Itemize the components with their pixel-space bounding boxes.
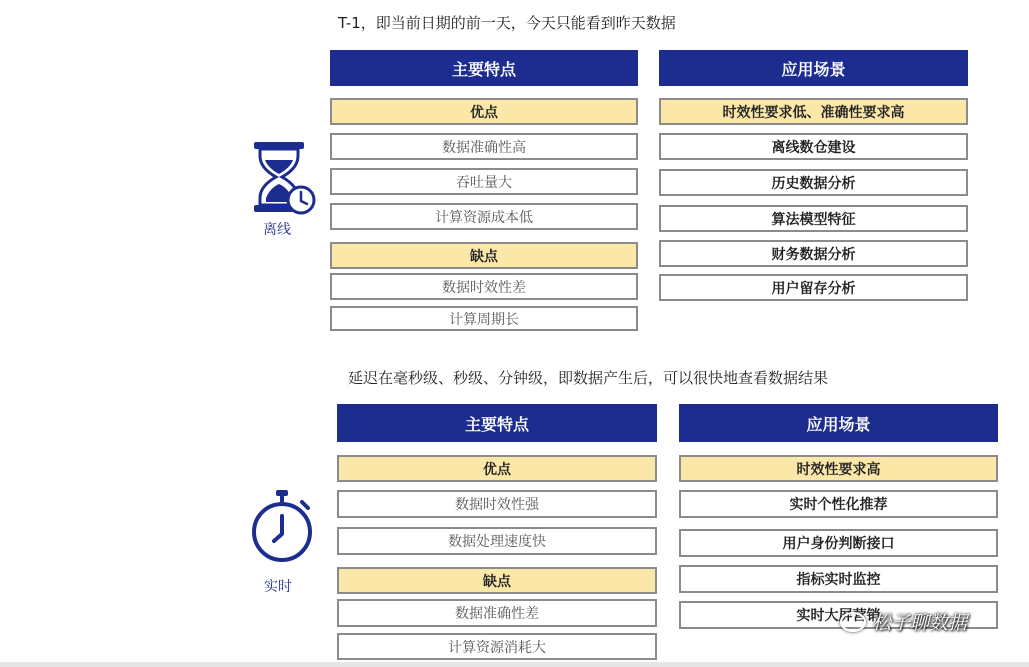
offline-scenario-item: 离线数仓建设 xyxy=(659,133,968,160)
realtime-scenario-item: 实时大屏营销 xyxy=(679,601,998,629)
offline-features-header: 主要特点 xyxy=(330,50,638,86)
realtime-pro-item: 数据处理速度快 xyxy=(337,527,657,555)
realtime-con-item: 计算资源消耗大 xyxy=(337,633,657,660)
realtime-scenarios-highlight: 时效性要求高 xyxy=(679,455,998,482)
realtime-scenarios-header: 应用场景 xyxy=(679,404,998,442)
offline-pro-item: 数据准确性高 xyxy=(330,133,638,160)
realtime-con-item: 数据准确性差 xyxy=(337,599,657,627)
stopwatch-icon xyxy=(246,488,318,566)
realtime-scenario-item: 指标实时监控 xyxy=(679,565,998,593)
offline-pro-item: 计算资源成本低 xyxy=(330,203,638,230)
realtime-pros-label: 优点 xyxy=(337,455,657,482)
offline-description: T-1，即当前日期的前一天，今天只能看到昨天数据 xyxy=(338,14,676,32)
realtime-description: 延迟在毫秒级、秒级、分钟级，即数据产生后，可以很快地查看数据结果 xyxy=(348,369,829,387)
offline-con-item: 计算周期长 xyxy=(330,306,638,331)
watermark-text: 松子聊数据 xyxy=(872,612,968,634)
offline-cons-label: 缺点 xyxy=(330,242,638,269)
offline-scenario-item: 算法模型特征 xyxy=(659,205,968,232)
offline-pro-item: 吞吐量大 xyxy=(330,168,638,195)
realtime-label: 实时 xyxy=(264,579,292,595)
realtime-scenario-item: 实时个性化推荐 xyxy=(679,490,998,518)
realtime-features-header: 主要特点 xyxy=(337,404,657,442)
realtime-pro-item: 数据时效性强 xyxy=(337,490,657,518)
offline-scenarios-highlight: 时效性要求低、准确性要求高 xyxy=(659,98,968,125)
offline-scenario-item: 用户留存分析 xyxy=(659,274,968,301)
offline-scenario-item: 历史数据分析 xyxy=(659,169,968,196)
offline-scenarios-header: 应用场景 xyxy=(659,50,968,86)
wechat-logo-icon xyxy=(840,612,866,632)
offline-pros-label: 优点 xyxy=(330,98,638,125)
offline-scenario-item: 财务数据分析 xyxy=(659,240,968,267)
realtime-cons-label: 缺点 xyxy=(337,567,657,594)
realtime-scenario-item: 用户身份判断接口 xyxy=(679,529,998,557)
watermark xyxy=(840,608,967,635)
offline-label: 离线 xyxy=(263,222,291,238)
offline-con-item: 数据时效性差 xyxy=(330,273,638,300)
hourglass-clock-icon xyxy=(246,138,318,218)
bottom-divider xyxy=(0,662,1029,667)
